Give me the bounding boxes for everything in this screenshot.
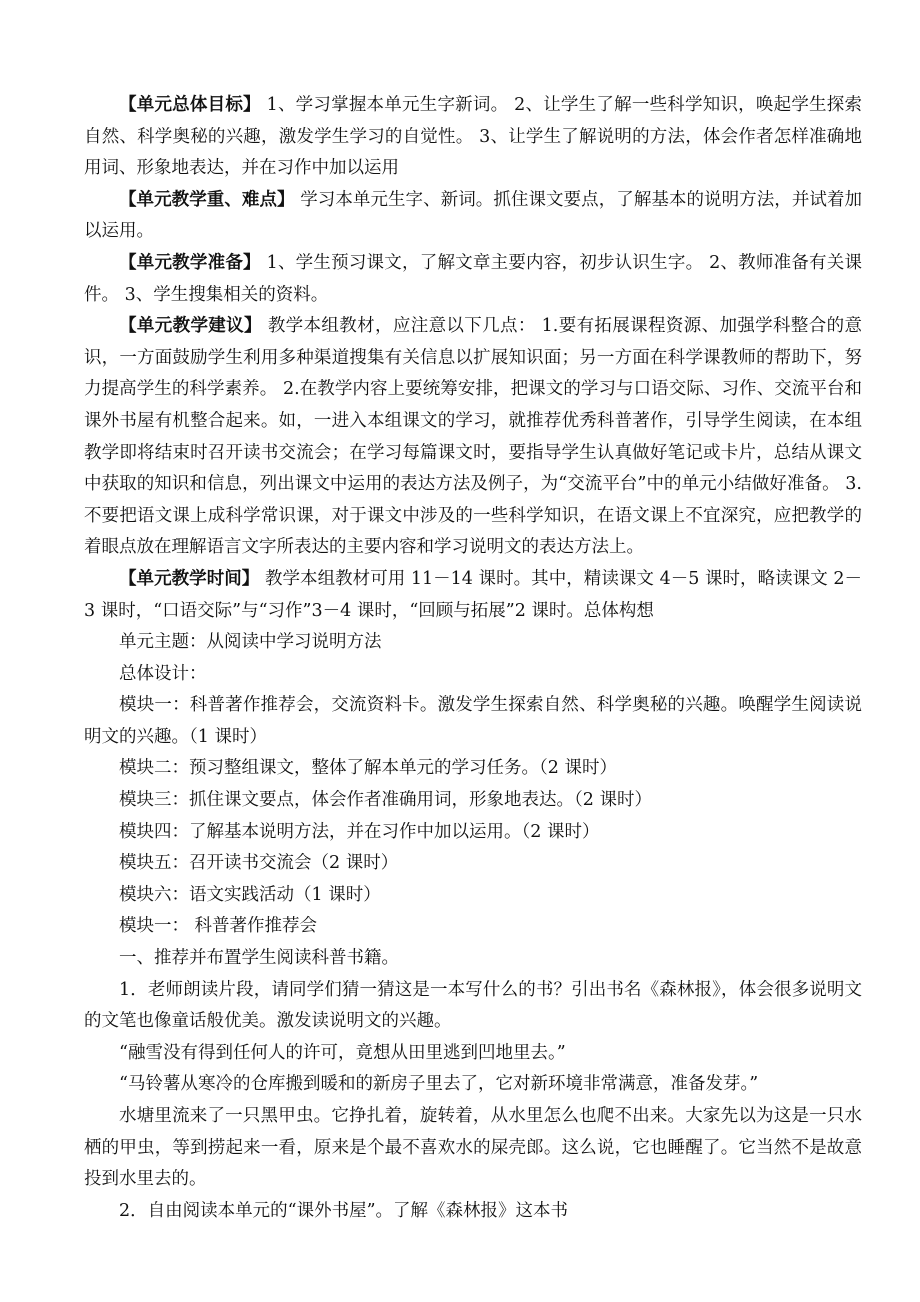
paragraph-quote-2: “马铃薯从寒冷的仓库搬到暖和的新房子里去了，它对新环境非常满意，准备发芽。”: [119, 1074, 759, 1095]
paragraph-module-3: 模块三：抓住课文要点，体会作者准确用词，形象地表达。（2 课时）: [119, 790, 652, 811]
paragraph-module-5: 模块五：召开读书交流会（2 课时）: [119, 853, 399, 874]
paragraph-preparation: [84, 248, 862, 311]
heading-time: 【单元教学时间】: [119, 568, 260, 589]
paragraph-step-1: 1．老师朗读片段，请同学们猜一猜这是一本写什么的书？引出书名《森林报》，体会很多说明文的文笔也像童话般优美。激发读说明文的兴趣。: [84, 979, 862, 1032]
paragraph-suggestions: [84, 311, 862, 564]
paragraph-text: 1、学生预习课文，了解文章主要内容，初步认识生字。 2、教师准备有关课件。 3、学生搜集相关的资料。: [84, 252, 862, 305]
paragraph-step-2: 2．自由阅读本单元的“课外书屋”。了解《森林报》这本书: [119, 1200, 569, 1221]
paragraph-text: 学习本单元生字、新词。抓住课文要点，了解基本的说明方法，并试着加以运用。: [84, 189, 863, 242]
paragraph-module-6: 模块六：语文实践活动（1 课时）: [119, 884, 381, 905]
paragraph-module-2: 模块二：预习整组课文，整体了解本单元的学习任务。（2 课时）: [119, 758, 617, 779]
heading-suggestions: 【单元教学建议】: [119, 316, 262, 337]
heading-preparation: 【单元教学准备】: [119, 252, 261, 273]
paragraph-section-1: 一、推荐并布置学生阅读科普书籍。: [119, 948, 399, 969]
paragraph-module-4: 模块四：了解基本说明方法，并在习作中加以运用。（2 课时）: [119, 821, 600, 842]
paragraph-key-points: [84, 185, 862, 248]
paragraph-text: 教学本组教材可用 11－14 课时。其中，精读课文 4－5 课时，略读课文 2－3 课时，“口语交际”与“习作”3－4 课时，“回顾与拓展”2 课时。总体构想: [84, 568, 862, 621]
paragraph-module-1: 模块一：科普著作推荐会，交流资料卡。激发学生探索自然、科学奥秘的兴趣。唤醒学生阅读说明文的兴趣。（1 课时）: [84, 695, 862, 747]
paragraph-overall-design: 总体设计：: [119, 663, 207, 684]
heading-key-points: 【单元教学重、难点】: [119, 189, 295, 210]
paragraph-module-1-title: 模块一： 科普著作推荐会: [119, 916, 318, 937]
paragraph-beetle: 水塘里流来了一只黑甲虫。它挣扎着，旋转着，从水里怎么也爬不出来。大家先以为这是一只水栖的甲虫，等到捞起来一看，原来是个最不喜欢水的屎壳郎。这么说，它也睡醒了。它当然不是故意投到水里去的。: [84, 1106, 862, 1190]
heading-unit-goals: 【单元总体目标】: [119, 95, 261, 115]
paragraph-quote-1: “融雪没有得到任何人的许可，竟想从田里逃到凹地里去。”: [119, 1042, 566, 1063]
paragraph-text: 教学本组教材，应注意以下几点： 1.要有拓展课程资源、加强学科整合的意识，一方面鼓励学生利用多种渠道搜集有关信息以扩展知识面；另一方面在科学课教师的帮助下，努力提高学生的科学素养。 2.在教学内容上要统筹安排，把课文的学习与口语交际、习作、交流平台和课外书屋有机整合起来。如，一进入本组课文的学习，就推荐优秀科普著作，引导学生阅读，在本组教学即将结束时召开读书交流会；在学习每篇课文时，要指导学生认真做好笔记或卡片，总结从课文中获取的知识和信息，列出课文中运用的表达方法及例子，为“交流平台”中的单元小结做好准备。 3.不要把语文课上成科学常识课，对于课文中涉及的一些科学知识，在语文课上不宜深究，应把教学的着眼点放在理解语言文字所表达的主要内容和学习说明文的表达方法上。: [84, 316, 862, 558]
paragraph-unit-goals: [84, 90, 862, 185]
paragraph-unit-theme: 单元主题：从阅读中学习说明方法: [119, 632, 382, 653]
paragraph-time: [84, 564, 862, 627]
paragraph-text: 1、学习掌握本单元生字新词。 2、让学生了解一些科学知识，唤起学生探索自然、科学奥秘的兴趣，激发学生学习的自觉性。 3、让学生了解说明的方法，体会作者怎样准确地用词、形象地表达，并在习作中加以运用: [84, 95, 862, 179]
